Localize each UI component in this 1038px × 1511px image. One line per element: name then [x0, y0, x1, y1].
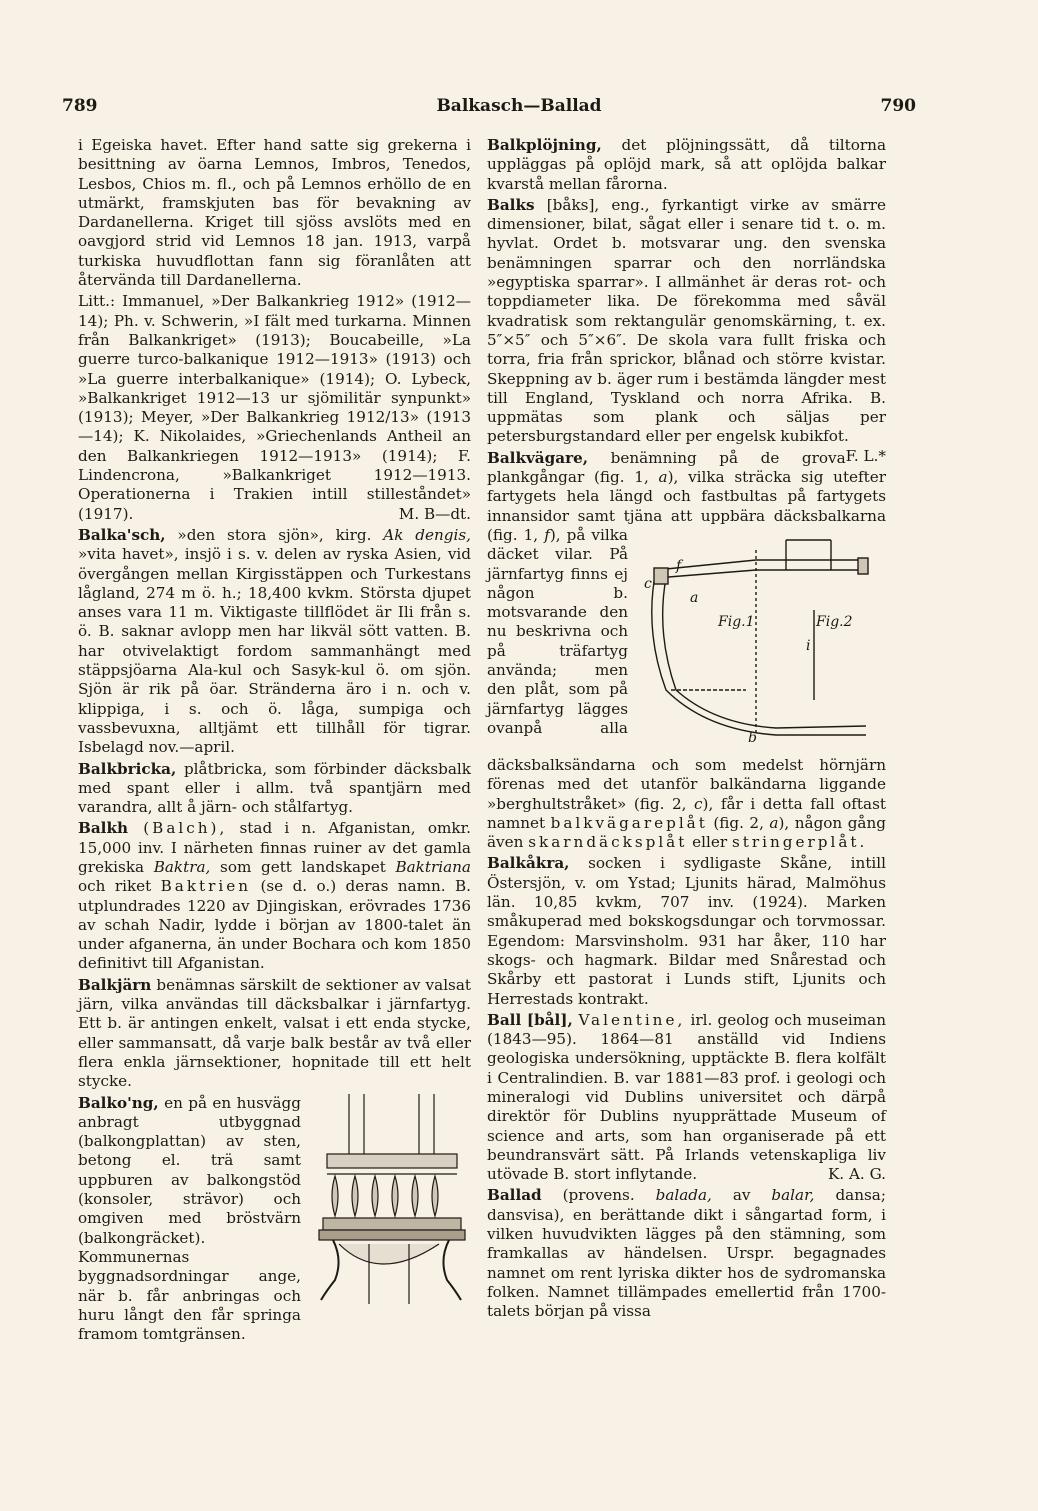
headword: Ballad	[487, 1186, 542, 1205]
entry-ball	[487, 1011, 886, 1185]
entry-text: [båks], eng., fyrkantigt virke av smärre dimensioner, bilat, sågat eller i senare tid t. o. m. hyvlat. Ordet b. motsvarar ung. den svenska benämningen sparrar och den norrländska »egyptiska sparrar». I allmänhet är deras rot- och toppdiameter lika. De förekomma med såväl kvadratisk som rektangulär genomskärning, t. ex. 5″×5″ och 5″×6″. De skola vara fullt friska och torra, fria från sprickor, blånad och större kvistar. Skeppning av b. äger rum i bestämda längder mest till England, Tyskland och norra Afrika. B. uppmätas som plank och säljas per petersburgstandard eller per engelsk kubikfot.	[487, 195, 886, 446]
entry-italic: a	[658, 468, 668, 487]
entry-text: socken i sydligaste Skåne, intill Östersjön, v. om Ystad; Ljunits härad, Malmöhus län. 10,85 kvkm, 707 inv. (1924). Marken småkuperad med bokskogsdungar och torvmossar. Egendom: Marsvinsholm. 931 har åker, 110 har skogs- och hagmark. Bildar med Snårestad och Skårby ett pastorat i Lunds stift, Ljunits och Herrestads kontrakt.	[487, 854, 886, 1008]
entry-text: dansa; dansvisa), en berättande dikt i sångartad form, i vilken huvudvikten lägges på den stämning, som framkallas av händelsen. Urspr. begagnades namnet om rent lyriska dikter hos de sydromanska folken. Namnet tillämpades emellertid från 1700-talets början på vissa	[487, 1186, 886, 1321]
entry-balkvagare	[487, 446, 887, 853]
entry-balkasch	[78, 526, 471, 758]
entry-text: en på en husvägg anbragt utbyggnad (balkongplattan) av sten, betong el. trä samt uppburen av balkongstöd (konsoler, strävor) och omgiven med bröstvärn (balkongräcket). Kommunernas byggnadsordningar ange, när b. får anbringas och huru långt den får springa framom tomtgränsen.	[78, 1093, 301, 1344]
entry-text: »den stora sjön», kirg.	[165, 525, 384, 544]
entry-balkakra	[487, 854, 886, 1008]
entry-text: [bål],	[521, 1010, 579, 1029]
right-column	[487, 136, 886, 1324]
balcony-illustration	[309, 1094, 467, 1314]
paragraph-balkankriget-end: i Egeiska havet. Efter hand satte sig grekerna i besittning av öarna Lemnos, Imbros, Tenedos, Lesbos, Chios m. fl., och på Lemnos erhöllo de en utmärkt, framskjuten bas för bevakning av Dardanellerna. Kriget till sjöss avslöts med en oavgjord strid vid Lemnos 18 jan. 1913, varpå turkiska huvudflottan fann sig föranlåten att återvända till Dardanellerna.	[78, 136, 471, 290]
figure-letter-f: f	[676, 557, 682, 574]
entry-balkjarn	[78, 976, 471, 1092]
headword: Balkjärn	[78, 975, 152, 994]
entry-text: benämning på de grova plankgångar (fig. 1,	[487, 448, 846, 487]
entry-italic: Baktriana	[395, 857, 471, 876]
entry-text: benämnas särskilt de sektioner av valsat järn, vilka användas till däcksbalkar i järnfartyg. Ett b. är antingen enkelt, valsat i ett enda stycke, eller sammansatt, då varje balk består av två eller flera enkla järnsektioner, hopnitade till ett helt stycke.	[78, 975, 471, 1091]
figure-letter-c: c	[644, 575, 652, 592]
literature-text: Litt.: Immanuel, »Der Balkankrieg 1912» (1912—14); Ph. v. Schwerin, »I fält med turkarna. Minnen från Balkankriget» (1913); Boucabeille, »La guerre turco-balkanique 1912—1913» (1913) och »La guerre interbalkanique» (1914); O. Lybeck, »Balkankriget 1912—13 ur sjömilitär synpunkt» (1913); Meyer, »Der Balkankrieg 1912/13» (1913—14); K. Nikolaides, »Griechenlands Antheil an den Balkankriegen 1912—1913» (1914); F. Lindencrona, »Balkankriget 1912—1913. Operationerna i Trakien intill stilleståndet» (1917).	[78, 292, 471, 523]
entry-text: (provens.	[541, 1186, 656, 1205]
entry-italic: balada,	[655, 1186, 712, 1205]
entry-text: och riket	[78, 877, 161, 896]
entry-balkh	[78, 819, 471, 973]
entry-text: ), vilka sträcka sig utefter fartygets hela längd och fastbultas på fartygets innansidor samt tjäna att uppbära däcksbalkarna (fig. 1,	[487, 468, 887, 544]
entry-balkplojning	[487, 136, 886, 194]
entry-text: ), någon gång även	[487, 813, 886, 852]
entry-text: plåtbricka, som förbinder däcksbalk med spant eller i allm. två spantjärn med varandra, allt å järn- och stålfartyg.	[78, 759, 471, 817]
entry-text: (fig. 2,	[707, 813, 770, 832]
entry-italic: f	[544, 525, 550, 544]
entry-spaced: Valentine,	[578, 1010, 686, 1029]
entry-balkong	[78, 1094, 471, 1345]
headword: Balks	[487, 195, 535, 214]
entry-balkbricka	[78, 760, 471, 818]
headword: Balkåkra,	[487, 854, 570, 873]
fig-1-label: Fig.1	[718, 613, 755, 630]
entry-text: (se d. o.) deras namn. B. utplundrades 1220 av Djingiskan, erövrades 1736 av schah Nadir, lydde i början av 1800-talet än under afganerna, än under Bochara och kom 1850 definitivt till Afganistan.	[78, 877, 471, 973]
entry-text: ), får i detta fall oftast namnet	[487, 794, 886, 832]
headword: Ball	[487, 1010, 522, 1029]
headword: Balko'ng,	[78, 1093, 159, 1112]
headword: Balkplöjning,	[487, 136, 602, 154]
fig-2-label: Fig.2	[816, 613, 853, 630]
left-column	[78, 136, 471, 1346]
entry-text: »vita havet», insjö i s. v. delen av ryska Asien, vid övergången mellan Kirgisstäppen och Turkestans lågland, 274 m ö. h.; 18,400 kvkm. Största djupet anses vara 11 m. Viktigaste tillflödet är Ili från s. ö. B. saknar avlopp men har likväl sött vatten. B. har otvivelaktigt fordom sammanhängt med stäppsjöarna Ala-kul och Sasyk-kul ö. om sjön. Sjön är rik på öar. Stränderna äro i n. och v. klippiga, i s. och ö. låga, sumpiga och vassbevuxna, alltjämt ett tillhåll för tigrar. Isbelagd nov.—april.	[78, 545, 471, 757]
figure-letter-i: i	[806, 637, 811, 654]
figure-letter-b: b	[748, 729, 757, 746]
entry-italic: c	[694, 794, 703, 813]
entry-italic: Ak dengis,	[383, 525, 471, 544]
entry-text: eller	[687, 833, 732, 852]
entry-ballad	[487, 1186, 886, 1321]
entry-spaced: balkvägareplåt	[550, 813, 708, 832]
entry-text: stad i n. Afganistan, omkr. 15,000 inv. I närheten finnas ruiner av det gamla grekiska	[78, 819, 471, 876]
page-number-right: 790	[880, 96, 916, 116]
entry-text: som gett landskapet	[210, 857, 396, 876]
headword: Balkh	[78, 819, 129, 838]
entry-text: av	[711, 1186, 772, 1205]
running-header-title: Balkasch—Ballad	[436, 96, 602, 116]
signature: K. A. G.	[827, 1165, 886, 1184]
headword: Balka'sch,	[78, 525, 166, 544]
headword: Balkbricka,	[78, 759, 177, 778]
figure-letter-a: a	[690, 589, 699, 606]
signature: M. B—dt.	[398, 504, 471, 523]
page-number-left: 789	[62, 96, 98, 116]
headword: Balkvägare,	[487, 448, 589, 467]
entry-spaced: stringerplåt	[731, 833, 860, 852]
paragraph-literature	[78, 292, 471, 524]
entry-text: det plöjningssätt, då tiltorna uppläggas på oplöjd mark, så att oplöjda balkar kvarstå mellan fårorna.	[487, 136, 886, 193]
entry-text: .	[859, 833, 865, 852]
entry-text: ), på vilka däcket vilar. På järnfartyg finns ej någon b. motsvarande den nu beskrivna och på träfartyg använda; men den plåt, som på järnfartyg lägges ovanpå alla däcksbalksändarna och som medelst hörnjärn förenas med det utanför balkändarna liggande »berghultstråket» (fig. 2,	[487, 525, 886, 813]
entry-spaced: (Balch),	[128, 819, 228, 838]
signature: F. L.*	[845, 446, 886, 465]
entry-spaced: skarndäcksplåt	[528, 833, 688, 852]
entry-italic: balar,	[771, 1186, 815, 1205]
entry-spaced: Baktrien	[160, 877, 252, 896]
ship-section-figure	[636, 530, 886, 752]
entry-text: irl. geolog och museiman (1843—95). 1864—81 anställd vid Indiens geologiska undersökning, upptäckte B. flera kolfält i Centralindien. B. var 1881—83 prof. i geologi och mineralogi vid Dublins universitet och därpå direktör för Dublins nyupprättade Museum of science and arts, som han organiserade på ett beundransvärt sätt. På Irlands vetenskapliga liv utövade B. stort inflytande.	[487, 1010, 887, 1184]
entry-italic: Baktra,	[153, 857, 211, 876]
entry-italic: a	[769, 813, 779, 832]
